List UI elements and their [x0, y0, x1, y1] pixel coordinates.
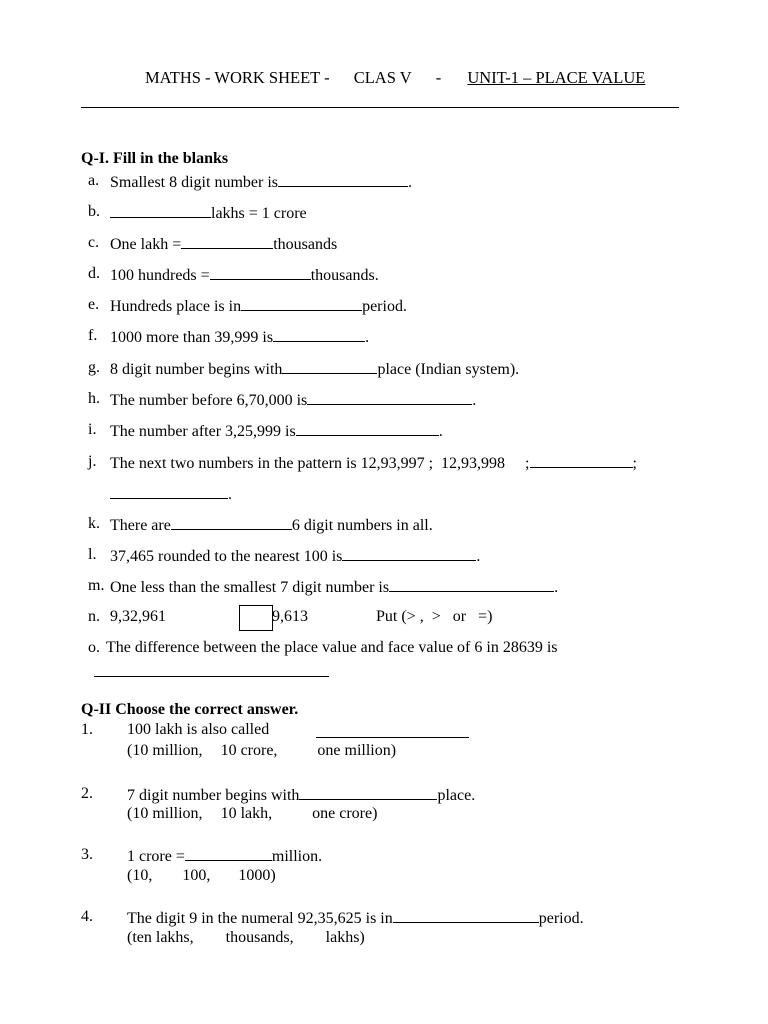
item-suffix: lakhs = 1 crore	[211, 205, 307, 222]
q2-item-2	[81, 785, 476, 804]
compare-instruction: Put (> , > or =)	[376, 608, 493, 625]
item-number: 4.	[81, 908, 93, 925]
answer-blank[interactable]	[530, 453, 633, 468]
item-label: f.	[88, 327, 98, 344]
item-label: d.	[88, 265, 100, 282]
item-text: One lakh =	[110, 236, 182, 253]
item-suffix: .	[365, 329, 370, 346]
item-suffix: .	[438, 423, 443, 440]
option[interactable]: 100,	[182, 867, 211, 884]
q1-item-a	[88, 172, 412, 191]
header-dash: -	[435, 68, 442, 87]
answer-blank[interactable]	[316, 723, 469, 738]
item-text: There are	[110, 517, 171, 534]
q1-item-d	[88, 265, 379, 284]
q1-item-b	[88, 203, 307, 222]
item-suffix: 6 digit numbers in all.	[291, 517, 433, 534]
item-suffix: thousands.	[310, 267, 379, 284]
worksheet-header	[145, 68, 645, 88]
q1-item-k	[88, 515, 433, 534]
compare-answer-box[interactable]	[239, 605, 273, 631]
answer-blank[interactable]	[94, 662, 329, 677]
q1-item-f	[88, 327, 370, 346]
item-label: b.	[88, 203, 100, 220]
q1-item-c	[88, 234, 338, 253]
answer-blank[interactable]	[282, 359, 377, 374]
item-text: The difference between the place value and face value of 6 in 28639 is	[106, 639, 558, 656]
q2-item-2-options	[127, 805, 377, 823]
q1-item-o-answer	[94, 662, 329, 682]
answer-blank[interactable]	[342, 546, 476, 561]
option[interactable]: (10,	[127, 867, 153, 884]
q1-item-o	[88, 639, 558, 657]
item-text: 1 crore =	[127, 848, 185, 865]
item-label: i.	[88, 421, 97, 438]
item-label: j.	[88, 453, 97, 470]
item-text: 100 lakh is also called	[127, 721, 270, 738]
q1-item-g	[88, 359, 520, 378]
option[interactable]: (10 million,	[127, 805, 203, 822]
item-text: Smallest 8 digit number is	[110, 174, 278, 191]
answer-blank[interactable]	[185, 846, 272, 861]
header-subject: MATHS - WORK SHEET -	[145, 68, 330, 87]
q1-item-n	[88, 608, 528, 626]
option[interactable]: one million)	[317, 742, 397, 759]
item-label: o.	[88, 639, 100, 656]
item-suffix: period.	[362, 298, 407, 315]
item-text: 100 hundreds =	[110, 267, 210, 284]
answer-blank[interactable]	[307, 390, 472, 405]
q1-item-i	[88, 421, 443, 440]
item-text: The number after 3,25,999 is	[110, 423, 296, 440]
compare-right-number: 9,613	[272, 608, 308, 625]
item-text: 37,465 rounded to the nearest 100 is	[110, 548, 343, 565]
q1-item-j-continued	[110, 484, 232, 504]
header-rule	[81, 107, 679, 108]
q1-item-j	[88, 453, 637, 472]
q1-item-l	[88, 546, 481, 565]
answer-blank[interactable]	[110, 484, 228, 499]
answer-blank[interactable]	[171, 515, 292, 530]
answer-blank[interactable]	[110, 203, 211, 218]
compare-left-number: 9,32,961	[110, 608, 166, 625]
item-label: n.	[88, 608, 100, 625]
answer-blank[interactable]	[273, 327, 365, 342]
item-number: 3.	[81, 846, 93, 863]
item-text: One less than the smallest 7 digit number is	[110, 579, 390, 596]
item-suffix: ;	[632, 455, 637, 472]
item-label: h.	[88, 390, 100, 407]
item-number: 2.	[81, 785, 93, 802]
item-label: e.	[88, 296, 100, 313]
q1-title: Q-I. Fill in the blanks	[81, 150, 229, 167]
item-suffix: .	[472, 392, 477, 409]
item-text: The digit 9 in the numeral 92,35,625 is in	[127, 910, 393, 927]
q2-title: Q-II Choose the correct answer.	[81, 701, 299, 718]
option[interactable]: thousands,	[225, 929, 294, 946]
item-text: 1000 more than 39,999 is	[110, 329, 274, 346]
item-suffix: .	[554, 579, 559, 596]
answer-blank[interactable]	[241, 296, 362, 311]
option[interactable]: 10 crore,	[220, 742, 278, 759]
item-label: m.	[88, 577, 105, 594]
item-suffix: .	[476, 548, 481, 565]
item-text: 8 digit number begins with	[110, 361, 283, 378]
item-label: c.	[88, 234, 100, 251]
q2-item-3	[81, 846, 323, 865]
option[interactable]: lakhs)	[325, 929, 365, 946]
q1-item-h	[88, 390, 477, 409]
q1-item-m	[88, 577, 559, 596]
item-label: g.	[88, 359, 100, 376]
item-suffix: place (Indian system).	[377, 361, 520, 378]
q2-item-4	[81, 908, 584, 927]
q2-item-3-options	[127, 867, 276, 885]
answer-blank[interactable]	[393, 908, 539, 923]
item-suffix: .	[408, 174, 412, 191]
answer-blank[interactable]	[296, 421, 439, 436]
header-class: CLAS V	[353, 68, 412, 87]
item-label: a.	[88, 172, 100, 189]
item-suffix: million.	[271, 848, 323, 865]
item-text: The number before 6,70,000 is	[110, 392, 308, 409]
item-number: 1.	[81, 721, 93, 738]
item-text: Hundreds place is in	[110, 298, 242, 315]
option[interactable]: (10 million,	[127, 742, 203, 759]
answer-blank[interactable]	[389, 577, 554, 592]
item-label: l.	[88, 546, 97, 563]
header-unit: UNIT-1 – PLACE VALUE	[467, 68, 646, 87]
answer-blank[interactable]	[210, 265, 311, 280]
item-suffix: thousands	[273, 236, 338, 253]
item-label: k.	[88, 515, 100, 532]
option[interactable]: (ten lakhs,	[127, 929, 194, 946]
answer-blank[interactable]	[299, 785, 437, 800]
answer-blank[interactable]	[278, 172, 408, 187]
item-text: 7 digit number begins with	[127, 787, 300, 804]
option[interactable]: 1000)	[238, 867, 276, 884]
option[interactable]: one crore)	[312, 805, 378, 822]
q2-item-4-options	[127, 929, 365, 947]
q2-item-1-options	[127, 742, 396, 760]
item-text: The next two numbers in the pattern is 12,93,997 ; 12,93,998 ;	[110, 455, 530, 472]
option[interactable]: 10 lakh,	[220, 805, 273, 822]
answer-blank[interactable]	[181, 234, 273, 249]
item-suffix: place.	[437, 787, 476, 804]
item-suffix: period.	[538, 910, 584, 927]
q2-item-1	[81, 721, 270, 739]
item-suffix: .	[228, 486, 232, 503]
q1-item-e	[88, 296, 407, 315]
